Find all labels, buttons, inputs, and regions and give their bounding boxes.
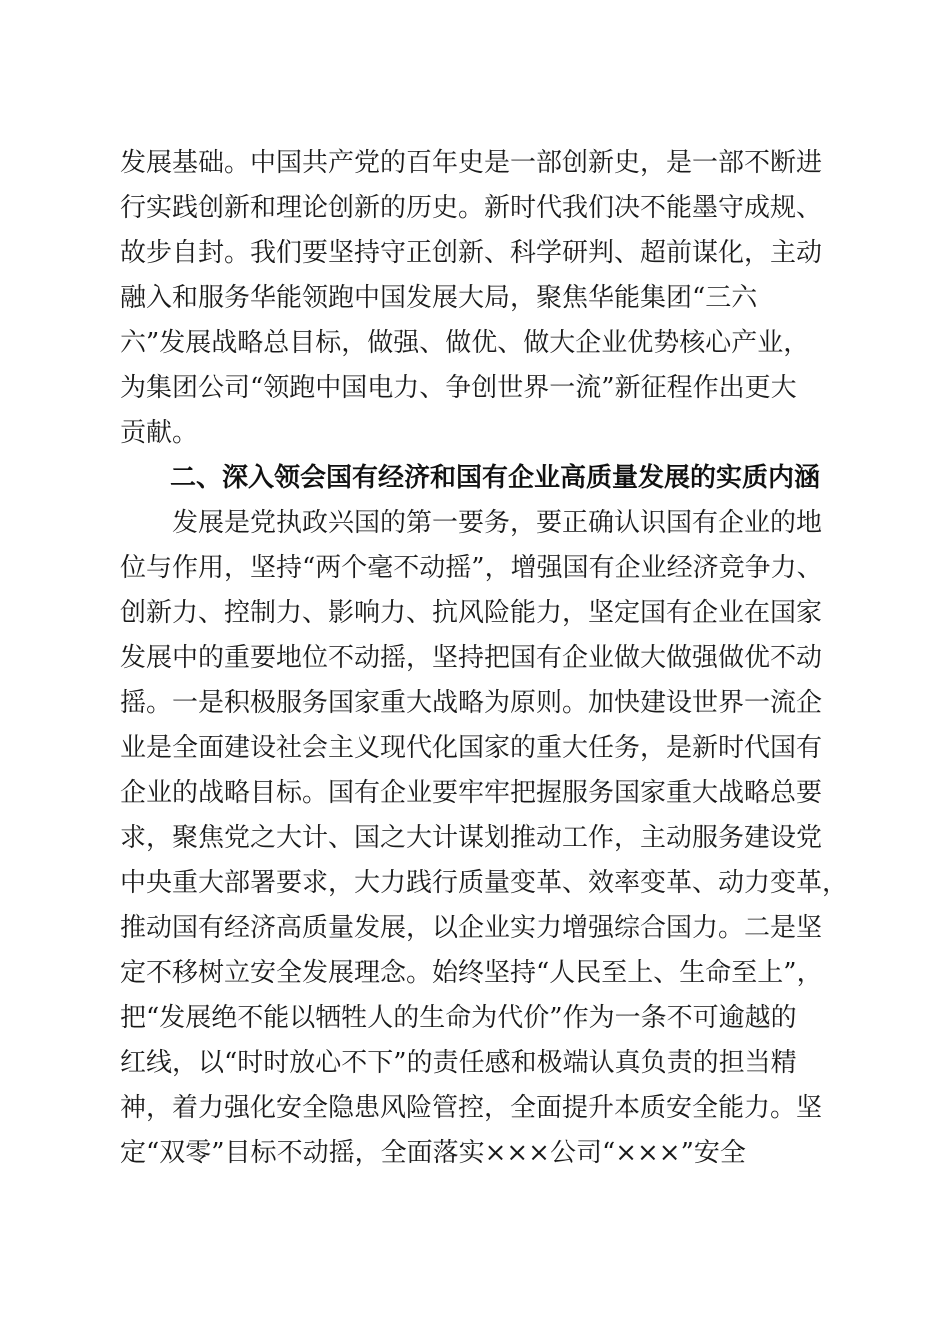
paragraph-line-16: 求，聚焦党之大计、国之大计谋划推动工作，主动服务建设党 [120, 823, 823, 853]
paragraph-line-23: 定“双零”目标不动摇，全面落实×××公司“×××”安全 [120, 1138, 746, 1168]
paragraph-line-12: 发展中的重要地位不动摇，坚持把国有企业做大做强做优不动 [120, 643, 823, 673]
paragraph-line-13: 摇。一是积极服务国家重大战略为原则。加快建设世界一流企 [120, 688, 823, 718]
paragraph-line-10: 位与作用，坚持“两个毫不动摇”，增强国有企业经济竞争力、 [120, 553, 823, 583]
paragraph-line-11: 创新力、控制力、影响力、抗风险能力，坚定国有企业在国家 [120, 598, 823, 628]
paragraph-line-6: 为集团公司“领跑中国电力、争创世界一流”新征程作出更大 [120, 373, 797, 403]
paragraph-line-1: 发展基础。中国共产党的百年史是一部创新史，是一部不断进 [120, 148, 823, 178]
paragraph-line-22: 神，着力强化安全隐患风险管控，全面提升本质安全能力。坚 [120, 1093, 823, 1123]
paragraph-line-19: 定不移树立安全发展理念。始终坚持“人民至上、生命至上”， [120, 958, 823, 988]
paragraph-line-21: 红线，以“时时放心不下”的责任感和极端认真负责的担当精 [120, 1048, 797, 1078]
paragraph-line-17: 中央重大部署要求，大力践行质量变革、效率变革、动力变革， [120, 868, 849, 898]
paragraph-line-18: 推动国有经济高质量发展，以企业实力增强综合国力。二是坚 [120, 913, 823, 943]
paragraph-line-3: 故步自封。我们要坚持守正创新、科学研判、超前谋化，主动 [120, 238, 823, 268]
paragraph-line-4: 融入和服务华能领跑中国发展大局，聚焦华能集团“三六 [120, 283, 758, 313]
paragraph-line-5: 六”发展战略总目标，做强、做优、做大企业优势核心产业， [120, 328, 810, 358]
paragraph-line-9: 发展是党执政兴国的第一要务，要正确认识国有企业的地 [172, 508, 823, 538]
paragraph-line-14: 业是全面建设社会主义现代化国家的重大任务，是新时代国有 [120, 733, 823, 763]
paragraph-line-15: 企业的战略目标。国有企业要牢牢把握服务国家重大战略总要 [120, 778, 823, 808]
section-heading: 二、深入领会国有经济和国有企业高质量发展的实质内涵 [170, 463, 821, 493]
paragraph-line-7: 贡献。 [120, 418, 199, 448]
paragraph-line-2: 行实践创新和理论创新的历史。新时代我们决不能墨守成规、 [120, 193, 823, 223]
paragraph-line-20: 把“发展绝不能以牺牲人的生命为代价”作为一条不可逾越的 [120, 1003, 797, 1033]
